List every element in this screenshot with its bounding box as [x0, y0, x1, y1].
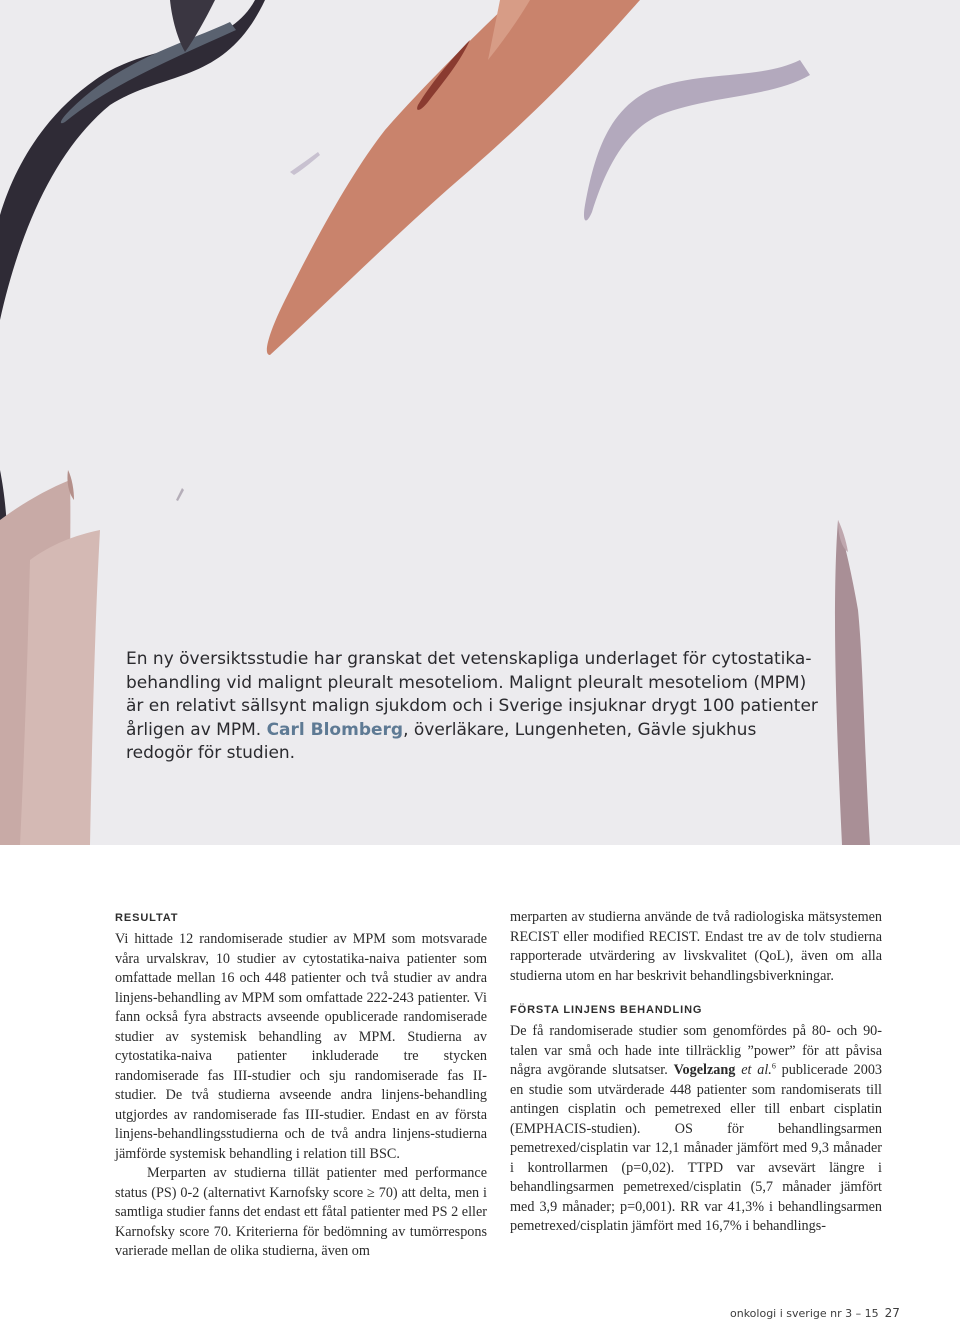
body-paragraph: merparten av studierna använde de två radiologiska mätsystemen RECIST eller modified RECIST. Endast tre av de tolv studierna rapporterade utvärdering av livskvalitet (QoL), även om alla studierna utom en har beskrivit behandlingsbiverkningar. [510, 909, 882, 984]
intro-text: En ny översiktsstudie har granskat det vetenskapliga underlaget för cytostatika-behandling vid malignt pleuralt mesoteliom. Malignt pleuralt mesoteliom (MPM) är en relativt sällsynt malign sjukdom och i Sverige insjuknar drygt 100 patienter årligen av MPM. [126, 649, 818, 740]
salmon-brush-stroke [267, 0, 640, 355]
body-paragraph [510, 1022, 882, 1237]
page-number: 27 [884, 1306, 900, 1320]
lavender-brush-dash [290, 152, 320, 175]
mauve-brush-right [835, 520, 870, 845]
right-column [510, 908, 882, 1237]
et-al: et al. [741, 1062, 772, 1078]
cited-author: Vogelzang [673, 1062, 736, 1078]
body-paragraph: Merparten av studierna tillät patienter med performance status (PS) 0-2 (alternativt Karnofsky score ≥ 70) att delta, men i samtliga studier fanns det endast ett fåtal patienter med PS 2 eller Karnofsky score 70. Kriterierna för bedömning av tumörrespons varierade mellan de olika studierna, även om [115, 1165, 487, 1259]
section-heading-resultat: RESULTAT [115, 912, 179, 924]
body-text: publicerade 2003 en studie som utvärderade 448 patienter som randomiserats till antingen cisplatin och pemetrexed eller till enbart cisplatin (EMPHACIS-studien). OS för behandlingsarmen pemetrexed/cisplatin var 12,1 månader jämfört med 9,3 månader i kontrollarmen (p=0,02). TTPD var avsevärt längre i behandlingsarmen pemetrexed/cisplatin (5,7 månader jämfört med 3,9 månader; p=0,001). RR var 41,3% i behandlingsarmen pemetrexed/cisplatin jämfört med 16,7% i behandlings- [510, 1062, 883, 1234]
mauve-brush-left-inner [20, 530, 100, 845]
body-text: De få randomiserade studier som genomfördes på 80- och 90-talen var små och hade inte tillräcklig ”power” för att påvisa några avgörande slutsatser. [510, 1023, 882, 1078]
body-paragraph: Vi hittade 12 randomiserade studier av MPM som motsvarade våra urvalskrav, 10 studier av cytostatika-naiva patienter som omfattade mellan 16 och 448 patienter och två studier av andra linjens-behandling av MPM som omfattade 222-243 patienter. Vi fann också fyra abstracts avseende opublicerade randomiserade studier av systemisk behandling av MPM. Studierna av cytostatika-naiva patienter inkluderade tre stycken randomiserade fas III-studier och sju randomiserade fas II-studier. De två studierna avseende andra linjens-behandling utgjordes av randomiserade fas III-studier. Endast en av första linjens-behandlingsstudierna och de två andra linjens-studierna jämförde systemisk behandling i relation till BSC. [115, 931, 487, 1162]
journal-name: onkologi i sverige nr 3 – 15 [730, 1307, 879, 1320]
dark-brush-stroke [0, 0, 265, 320]
intro-text-end: , överläkare, Lungenheten, Gävle sjukhus redogör för studien. [126, 719, 757, 763]
intro-lead-paragraph [126, 648, 826, 766]
reference-number: 6 [771, 1061, 776, 1071]
left-column [115, 910, 487, 1262]
page-footer [730, 1306, 900, 1320]
lavender-brush-stroke [584, 60, 810, 220]
author-name: Carl Blomberg [266, 719, 404, 740]
section-heading-forsta-linjens: FÖRSTA LINJENS BEHANDLING [510, 1004, 703, 1016]
small-dash-mark [176, 488, 184, 501]
